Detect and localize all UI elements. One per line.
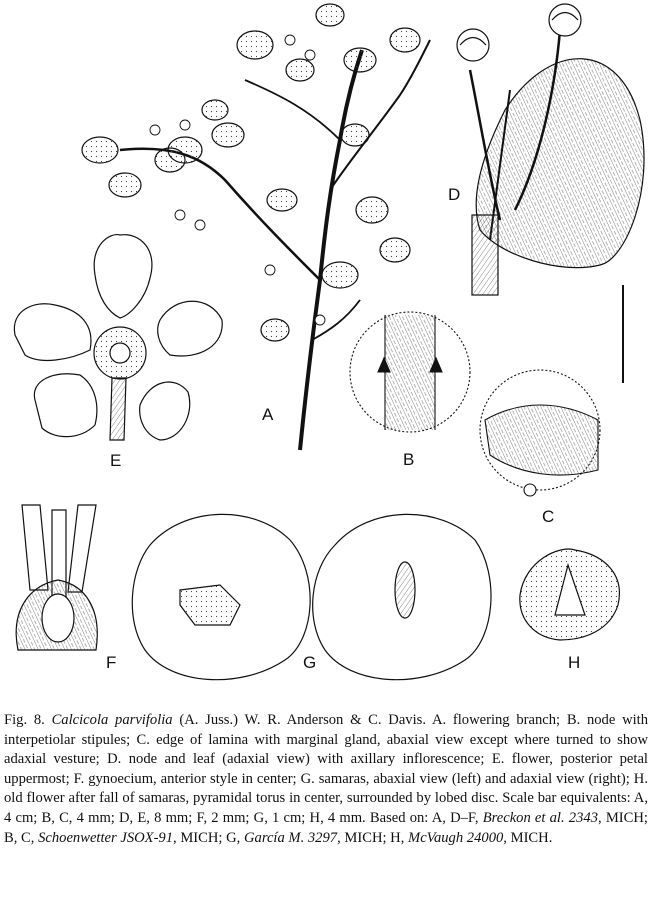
panel-b-stipule-inset [350,312,470,432]
specimen-citation: McVaugh 24000 [408,829,504,846]
figure-number: Fig. 8. [4,712,45,728]
specimen-citation: Schoenwetter JSOX-91 [38,829,174,846]
panel-e-flower [14,235,222,440]
species-name: Calcicola parvifolia [51,712,173,728]
panel-label-a: A [262,405,274,424]
herbarium-code: , MICH; G, [173,829,241,846]
caption-description: A. flowering branch; B. node with interpetiolar stipules; C. edge of lamina with marginal gland, abaxial view except where turned to show adaxial vesture; D. node and leaf (adaxial view) with axillary inflorescence; E. flower, posterior petal uppermost; F. gynoecium, anterior style in center; G. samaras, abaxial view (left) and adaxial view (right); H. old flower after fall of samaras, pyramidal torus in center, surrounded by lobed disc. Scale bar equivalents: A, 4 cm; B, C, 4 mm; D, E, 8 mm; F, 2 mm; G, 1 cm; H, 4 mm. Based on: A, D–F, [4,712,649,826]
panel-label-c: C [542,507,555,526]
specimen-citation: Breckon et al. 2343 [482,809,598,826]
species-authority: (A. Juss.) W. R. Anderson & C. Davis. [179,712,426,728]
panel-label-b: B [403,450,415,469]
panel-c-lamina-edge-inset [480,370,600,496]
herbarium-code: , MICH; H, [337,829,405,846]
panel-d-node-and-leaf [457,4,644,295]
panel-label-h: H [568,653,581,672]
figure-caption [4,711,648,848]
panel-h-old-flower [520,549,620,640]
panel-label-f: F [106,653,117,672]
herbarium-code: , MICH; B, C, [4,809,648,846]
panel-label-e: E [110,451,122,470]
panel-label-g: G [303,653,317,672]
herbarium-code: , MICH. [503,829,553,846]
panel-f-gynoecium [16,505,97,650]
panel-label-d: D [448,185,461,204]
specimen-citation: García M. 3297 [243,829,338,846]
